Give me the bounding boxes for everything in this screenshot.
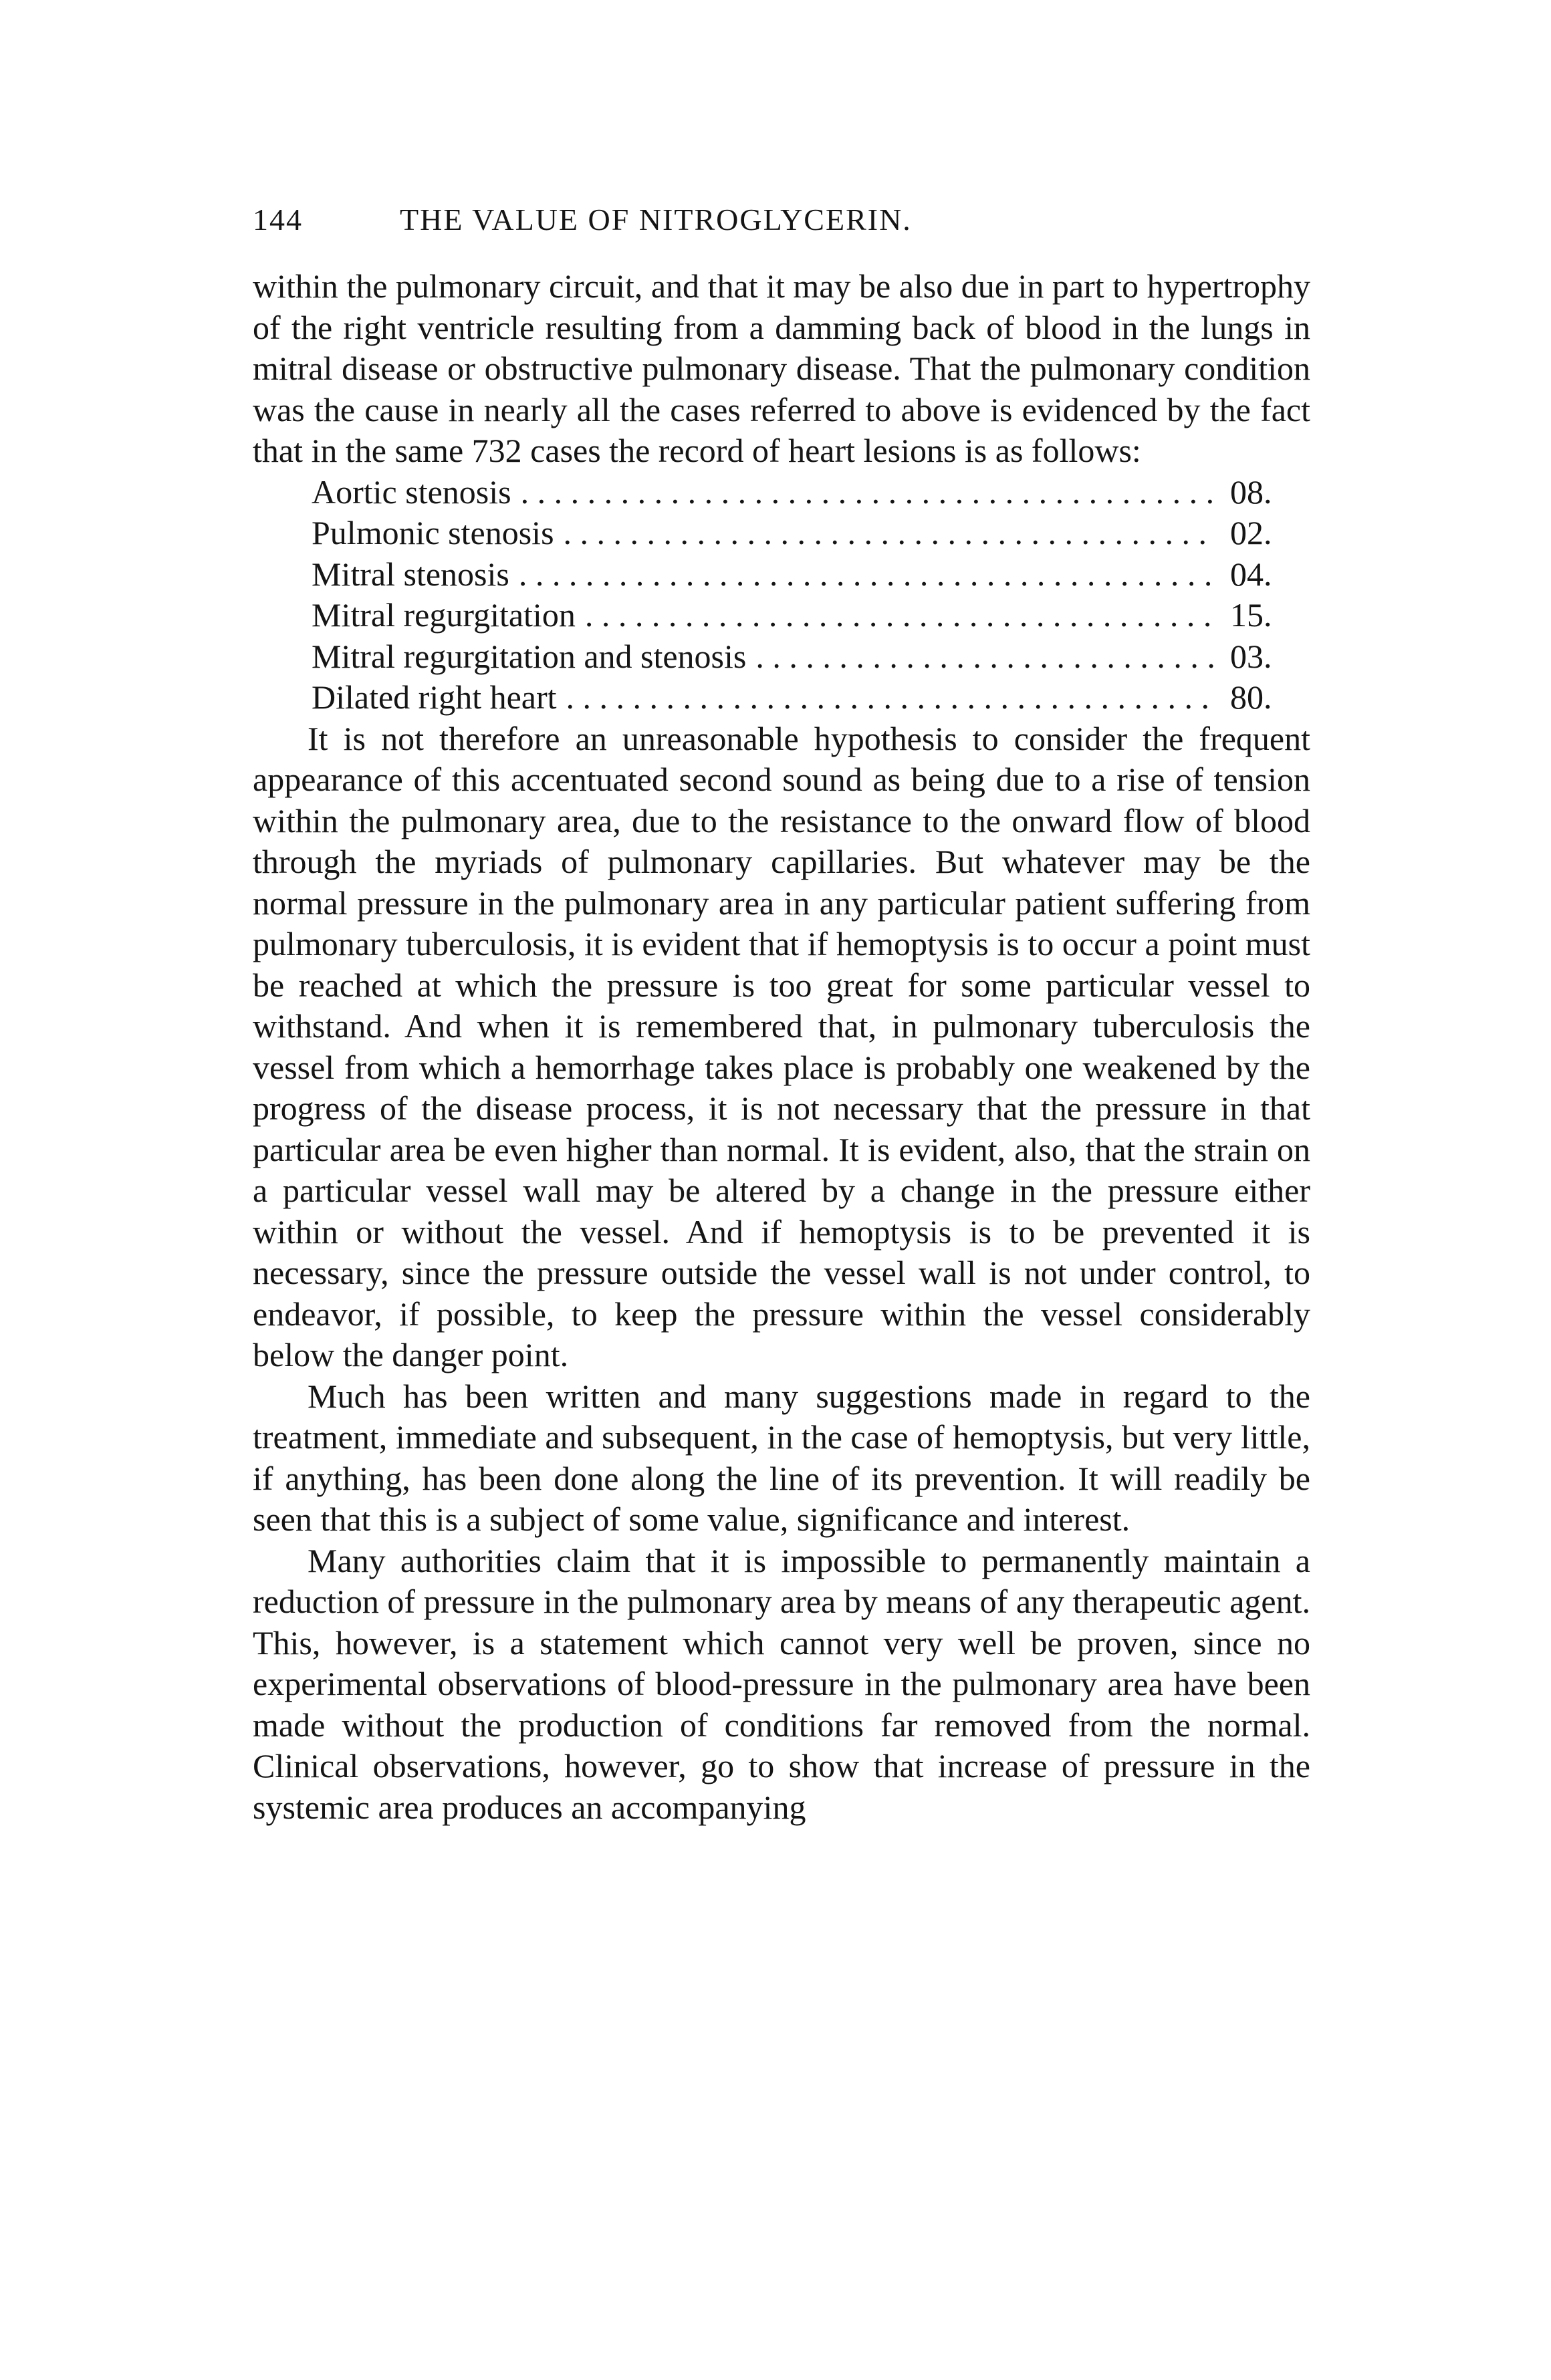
lesion-label: Mitral regurgitation and stenosis bbox=[312, 637, 747, 675]
page-body bbox=[253, 266, 1310, 1828]
dot-leader bbox=[519, 554, 1215, 596]
lesion-label: Mitral stenosis bbox=[312, 555, 509, 593]
lesion-label: Dilated right heart bbox=[312, 678, 557, 716]
heart-lesions-list bbox=[253, 472, 1310, 718]
paragraph-continued: within the pulmonary circuit, and that it may be also due in part to hypertrophy of the right ventricle resulting from a damming back of blood in the lungs in mitral disease or obstructive pulmonary disease. That the pulmonary condition was the cause in nearly all the cases referred to above is evidenced by the fact that in the same 732 cases the record of heart lesions is as follows: bbox=[253, 267, 1310, 469]
paragraph: Much has been written and many suggestions made in regard to the treatment, immediate and subsequent, in the case of hemoptysis, but very little, if anything, has been done along the line of its prevention. It will readily be seen that this is a subject of some value, significance and interest. bbox=[253, 1377, 1310, 1538]
dot-leader bbox=[564, 513, 1215, 554]
running-header bbox=[253, 202, 1322, 237]
lesion-value: 03. bbox=[1230, 637, 1272, 675]
paragraph: Many authorities claim that it is impossible to permanently maintain a reduction of pressure in the pulmonary area by means of any therapeutic agent. This, however, is a statement which cannot very well be proven, since no experimental observations of blood-pressure in the pulmonary area have been made without the production of conditions far removed from the normal. Clinical observations, however, go to show that increase of pressure in the systemic area produces an accompanying bbox=[253, 1541, 1310, 1826]
list-item bbox=[253, 472, 1310, 513]
lesion-label: Pulmonic stenosis bbox=[312, 514, 554, 551]
dot-leader bbox=[521, 472, 1215, 513]
lesion-label: Aortic stenosis bbox=[312, 473, 511, 511]
dot-leader bbox=[566, 677, 1215, 718]
dot-leader bbox=[585, 595, 1215, 636]
list-item bbox=[253, 636, 1310, 678]
lesion-value: 15. bbox=[1230, 596, 1272, 634]
lesion-value: 80. bbox=[1230, 678, 1272, 716]
running-title: THE VALUE OF NITROGLYCERIN. bbox=[400, 203, 912, 237]
lesion-value: 02. bbox=[1230, 514, 1272, 551]
lesion-value: 04. bbox=[1230, 555, 1272, 593]
lesion-value: 08. bbox=[1230, 473, 1272, 511]
list-item bbox=[253, 595, 1310, 636]
paragraph: It is not therefore an unreasonable hypothesis to consider the frequent appearance of this accentuated second sound as being due to a rise of tension within the pulmonary area, due to the resistance to the onward flow of blood through the myriads of pulmonary capillaries. But whatever may be the normal pressure in the pulmonary area in any particular patient suffering from pulmonary tuberculosis, it is evident that if hemoptysis is to occur a point must be reached at which the pressure is too great for some particular vessel to withstand. And when it is remembered that, in pulmonary tuberculosis the vessel from which a hemorrhage takes place is probably one weakened by the progress of the disease process, it is not necessary that the pressure in that particular area be even higher than normal. It is evident, also, that the strain on a particular vessel wall may be altered by a change in the pressure either within or without the vessel. And if hemoptysis is to be prevented it is necessary, since the pressure outside the vessel wall is not under control, to endeavor, if possible, to keep the pressure within the vessel considerably below the danger point. bbox=[253, 719, 1310, 1373]
page-number: 144 bbox=[253, 203, 303, 237]
lesion-label: Mitral regurgitation bbox=[312, 596, 576, 634]
list-item bbox=[253, 677, 1310, 718]
list-item bbox=[253, 513, 1310, 554]
list-item bbox=[253, 554, 1310, 596]
dot-leader bbox=[755, 636, 1215, 678]
